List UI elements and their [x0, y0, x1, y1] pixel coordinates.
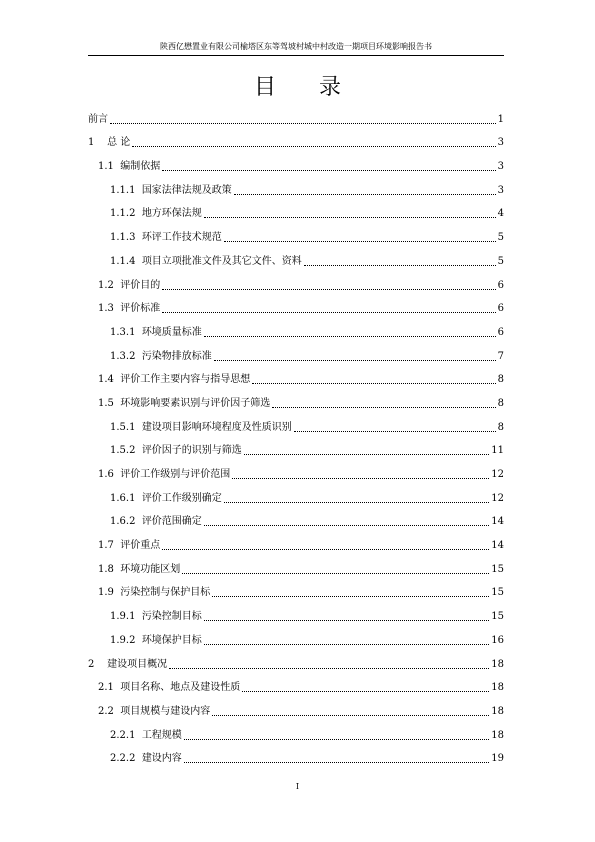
dot-leader [272, 406, 495, 408]
dot-leader [204, 216, 496, 218]
toc-entry-page: 4 [497, 208, 504, 220]
dot-leader [132, 145, 495, 147]
table-of-contents [88, 102, 504, 765]
toc-entry-page: 18 [491, 705, 504, 717]
toc-entry-page: 18 [491, 682, 504, 694]
dot-leader [224, 240, 496, 242]
toc-entry-number: 1.1.4 [110, 255, 136, 267]
toc-entry-title: 评价工作级别与评价范围 [120, 469, 231, 480]
toc-entry[interactable] [88, 457, 504, 481]
dot-leader [184, 738, 489, 740]
toc-entry-title: 总 论 [107, 137, 131, 149]
toc-entry[interactable] [88, 671, 504, 695]
toc-entry[interactable] [88, 742, 504, 766]
toc-entry-page: 7 [497, 350, 504, 362]
toc-entry-page: 19 [491, 753, 504, 765]
toc-entry[interactable] [88, 339, 504, 363]
toc-entry-number: 1.1.1 [110, 184, 136, 196]
toc-entry-page: 15 [491, 611, 504, 623]
dot-leader [162, 169, 495, 171]
toc-entry-number: 1.4 [98, 374, 114, 386]
toc-entry-title: 评价工作主要内容与指导思想 [120, 374, 251, 386]
toc-entry-page: 16 [491, 634, 504, 646]
toc-entry-number: 1.6.2 [110, 516, 136, 528]
header-divider [88, 55, 504, 56]
toc-entry-title: 前言 [88, 113, 108, 125]
toc-entry-number: 1.1 [98, 161, 114, 173]
toc-entry-number: 1 [88, 137, 95, 149]
dot-leader [184, 761, 489, 763]
toc-entry-title: 项目名称、地点及建设性质 [120, 682, 241, 694]
toc-entry-title: 编制依据 [120, 161, 161, 173]
toc-entry-title: 评价重点 [120, 540, 161, 552]
toc-entry[interactable] [88, 220, 504, 244]
toc-entry-title: 工程规模 [141, 729, 182, 741]
toc-entry-number: 2.2.1 [110, 729, 136, 741]
toc-entry[interactable] [88, 102, 504, 126]
toc-entry-number: 1.9.1 [110, 611, 136, 623]
dot-leader [169, 667, 489, 669]
toc-entry-page: 15 [491, 563, 504, 575]
toc-entry-page: 6 [497, 326, 504, 338]
dot-leader [182, 572, 489, 574]
toc-entry[interactable] [88, 647, 504, 671]
toc-entry-title: 评价工作级别确定 [141, 492, 222, 504]
toc-entry-title: 环境功能区划 [120, 563, 181, 575]
toc-entry-page: 14 [491, 516, 504, 528]
toc-entry-number: 1.1.2 [110, 208, 136, 220]
dot-leader [232, 477, 489, 479]
toc-entry-title: 污染控制与保护目标 [120, 587, 211, 599]
toc-entry[interactable] [88, 505, 504, 529]
dot-leader [162, 288, 495, 290]
toc-entry-page: 18 [491, 658, 504, 670]
toc-entry-number: 2.2 [98, 705, 114, 717]
toc-entry[interactable] [88, 244, 504, 268]
toc-entry[interactable] [88, 363, 504, 387]
toc-entry-page: 6 [497, 279, 504, 291]
toc-entry-title: 项目立项批准文件及其它文件、资料 [141, 255, 302, 267]
toc-entry-number: 1.3 [98, 303, 114, 315]
toc-entry-title: 污染控制目标 [141, 611, 202, 623]
toc-entry[interactable] [88, 528, 504, 552]
toc-entry-page: 18 [491, 729, 504, 741]
toc-entry-title: 建设项目影响环境程度及性质识别 [141, 421, 292, 433]
toc-entry[interactable] [88, 576, 504, 600]
dot-leader [212, 714, 489, 716]
toc-entry[interactable] [88, 410, 504, 434]
toc-entry-number: 1.9.2 [110, 634, 136, 646]
toc-entry[interactable] [88, 268, 504, 292]
dot-leader [204, 335, 496, 337]
toc-entry-page: 1 [497, 113, 504, 125]
toc-entry-number: 1.2 [98, 279, 114, 291]
toc-entry[interactable] [88, 386, 504, 410]
toc-entry-number: 1.6 [98, 469, 114, 480]
dot-leader [212, 595, 489, 597]
toc-entry-number: 1.8 [98, 563, 114, 575]
toc-entry-page: 3 [497, 161, 504, 173]
toc-entry-page: 3 [497, 137, 504, 149]
toc-entry-page: 8 [497, 397, 504, 409]
toc-entry-title: 环境保护目标 [141, 634, 202, 646]
toc-entry-page: 6 [497, 303, 504, 315]
toc-entry[interactable] [88, 197, 504, 221]
toc-entry-title: 建设项目概况 [107, 658, 168, 670]
toc-entry-title: 环评工作技术规范 [141, 232, 222, 244]
toc-entry-title: 污染物排放标准 [141, 350, 212, 362]
toc-entry-number: 1.5.1 [110, 421, 136, 433]
toc-entry-number: 2.1 [98, 682, 114, 694]
toc-entry-number: 1.7 [98, 540, 114, 552]
toc-entry-number: 1.3.2 [110, 350, 136, 362]
toc-entry[interactable] [88, 694, 504, 718]
dot-leader [252, 382, 495, 384]
toc-entry-page: 5 [497, 255, 504, 267]
page-number: I [295, 782, 300, 791]
dot-leader [224, 501, 489, 503]
toc-entry-title: 项目规模与建设内容 [120, 705, 211, 717]
toc-entry[interactable] [88, 481, 504, 505]
toc-entry-page: 3 [497, 184, 504, 196]
toc-entry-page: 5 [497, 232, 504, 244]
toc-entry-title: 评价因子的识别与筛选 [141, 445, 242, 457]
page-title: 目 录 [254, 75, 359, 100]
toc-entry-page: 8 [497, 374, 504, 386]
dot-leader [304, 264, 496, 266]
toc-entry-number: 2.2.2 [110, 753, 136, 765]
toc-entry-title: 环境质量标准 [141, 326, 202, 338]
dot-leader [204, 619, 489, 621]
dot-leader [214, 359, 496, 361]
toc-entry-page: 14 [491, 540, 504, 552]
toc-entry-title: 地方环保法规 [141, 208, 202, 220]
toc-entry[interactable] [88, 149, 504, 173]
dot-leader [162, 548, 489, 550]
toc-entry-number: 1.5.2 [110, 445, 136, 457]
toc-entry-number: 1.5 [98, 397, 114, 409]
dot-leader [110, 122, 496, 124]
toc-entry[interactable] [88, 552, 504, 576]
toc-entry[interactable] [88, 173, 504, 197]
toc-entry-page: 12 [491, 469, 504, 480]
dot-leader [234, 193, 496, 195]
toc-entry[interactable] [88, 292, 504, 316]
running-header: 陕西亿懋置业有限公司榆塔区东等驾坡村城中村改造一期项目环境影响报告书 [160, 42, 432, 51]
toc-entry[interactable] [88, 599, 504, 623]
dot-leader [204, 643, 489, 645]
toc-entry-page: 12 [491, 492, 504, 504]
dot-leader [244, 453, 489, 455]
toc-entry-page: 11 [491, 445, 504, 457]
toc-entry-number: 1.1.3 [110, 232, 136, 244]
toc-entry[interactable] [88, 315, 504, 339]
toc-entry-number: 2 [88, 658, 95, 670]
toc-entry-title: 建设内容 [141, 753, 182, 765]
toc-entry-title: 评价目的 [120, 279, 161, 291]
toc-entry[interactable] [88, 126, 504, 150]
toc-entry-title: 环境影响要素识别与评价因子筛选 [120, 397, 271, 409]
toc-entry-title: 评价标准 [120, 303, 161, 315]
toc-entry[interactable] [88, 434, 504, 458]
dot-leader [242, 690, 489, 692]
toc-entry-number: 1.9 [98, 587, 114, 599]
dot-leader [162, 311, 495, 313]
toc-entry[interactable] [88, 718, 504, 742]
toc-entry[interactable] [88, 623, 504, 647]
dot-leader [294, 430, 496, 432]
toc-entry-page: 8 [497, 421, 504, 433]
toc-entry-number: 1.6.1 [110, 492, 136, 504]
toc-entry-number: 1.3.1 [110, 326, 136, 338]
toc-entry-title: 国家法律法规及政策 [141, 184, 232, 196]
toc-entry-title: 评价范围确定 [141, 516, 202, 528]
dot-leader [204, 524, 489, 526]
toc-entry-page: 15 [491, 587, 504, 599]
